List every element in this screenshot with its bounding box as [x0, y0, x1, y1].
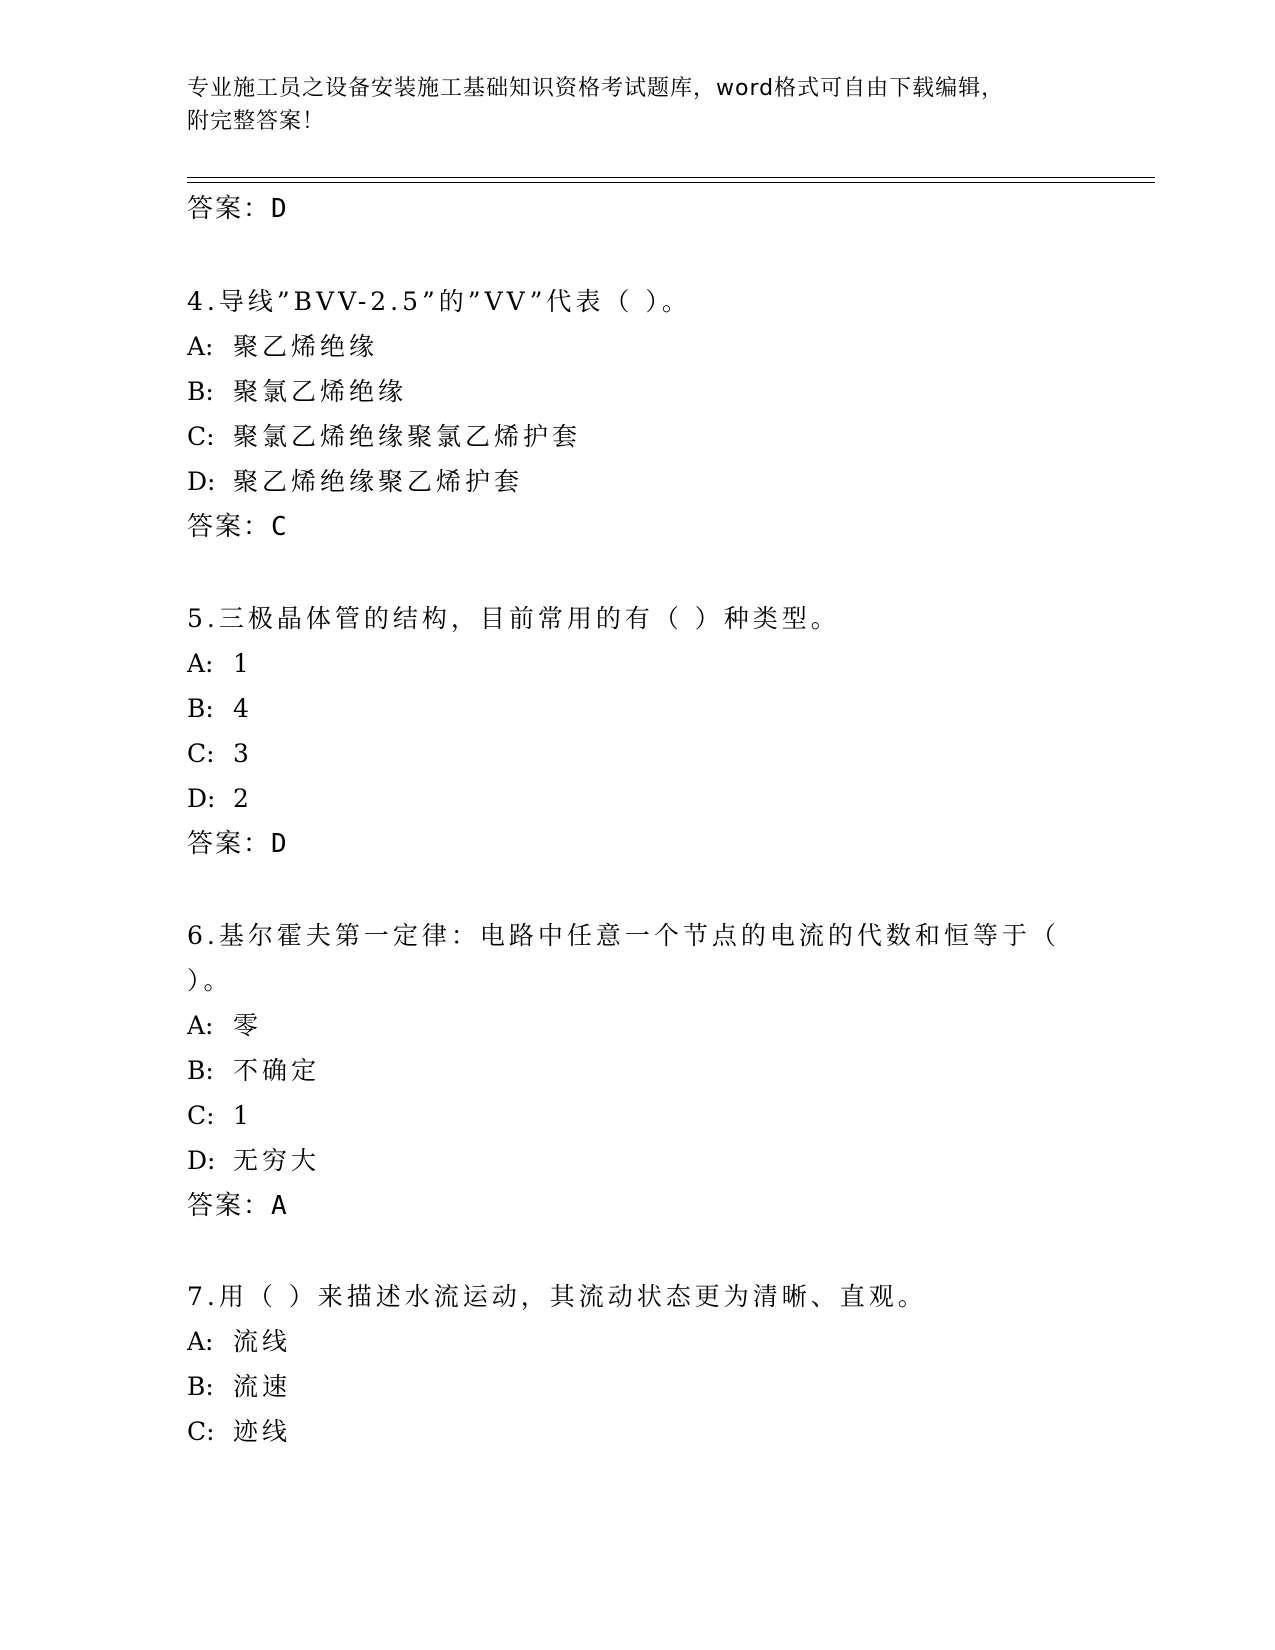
option-letter: A:	[187, 1011, 214, 1040]
option-b	[187, 693, 253, 725]
answer-line	[187, 193, 289, 225]
option-b	[187, 376, 407, 408]
option-text: 聚氯乙烯绝缘聚氯乙烯护套	[233, 422, 582, 451]
option-text: 迹线	[233, 1417, 292, 1446]
option-letter: D:	[187, 1146, 216, 1175]
answer-value: D	[271, 194, 289, 224]
question-text: 用（ ）来描述水流运动，其流动状态更为清晰、直观。	[218, 1282, 927, 1311]
option-text: 4	[233, 694, 253, 723]
option-letter: C:	[187, 1417, 215, 1446]
option-c	[187, 1416, 291, 1448]
answer-label: 答案：	[187, 829, 272, 859]
answer-value: D	[271, 829, 289, 859]
question-number: 5.	[187, 604, 219, 633]
header-rule-bottom	[187, 182, 1155, 183]
answer-label: 答案：	[187, 1191, 272, 1221]
option-c	[187, 421, 581, 453]
option-letter: B:	[187, 1056, 214, 1085]
option-letter: B:	[187, 694, 214, 723]
header-line-1: 专业施工员之设备安装施工基础知识资格考试题库，word格式可自由下载编辑，	[187, 76, 1005, 101]
option-letter: C:	[187, 422, 215, 451]
option-text: 流线	[233, 1327, 292, 1356]
question-number: 6.	[187, 921, 219, 950]
document-header	[187, 72, 1067, 138]
option-text: 2	[233, 784, 253, 813]
option-a	[187, 1326, 291, 1358]
answer-label: 答案：	[187, 194, 272, 224]
header-rule-top	[187, 177, 1155, 178]
option-letter: B:	[187, 377, 214, 406]
question-number: 4.	[187, 287, 219, 316]
option-text: 1	[233, 649, 253, 678]
option-text: 聚乙烯绝缘聚乙烯护套	[233, 467, 524, 496]
option-text: 3	[233, 739, 253, 768]
question-6-text-cont: ）。	[187, 966, 233, 995]
option-text: 聚氯乙烯绝缘	[233, 377, 408, 406]
question-5-text	[187, 603, 840, 635]
question-7-text	[187, 1281, 927, 1313]
option-a	[187, 648, 253, 680]
question-6-text	[187, 920, 1060, 952]
option-letter: A:	[187, 332, 214, 361]
option-c	[187, 738, 253, 770]
answer-line	[187, 511, 289, 543]
option-b	[187, 1055, 320, 1087]
question-text: 导线”BVV-2.5”的”VV”代表（ ）。	[218, 287, 691, 316]
option-text: 零	[233, 1011, 263, 1040]
option-a	[187, 331, 378, 363]
question-text: 三极晶体管的结构，目前常用的有（ ）种类型。	[218, 604, 840, 633]
option-d	[187, 1145, 320, 1177]
option-letter: C:	[187, 739, 215, 768]
option-b	[187, 1371, 291, 1403]
option-letter: A:	[187, 1327, 214, 1356]
answer-value: C	[271, 512, 289, 542]
option-letter: A:	[187, 649, 214, 678]
option-d	[187, 783, 253, 815]
option-letter: C:	[187, 1101, 215, 1130]
option-text: 1	[233, 1101, 253, 1130]
option-letter: D:	[187, 467, 216, 496]
answer-line	[187, 1190, 289, 1222]
option-text: 聚乙烯绝缘	[233, 332, 379, 361]
option-text: 不确定	[233, 1056, 321, 1085]
question-text: 基尔霍夫第一定律：电路中任意一个节点的电流的代数和恒等于（	[218, 921, 1060, 950]
option-d	[187, 466, 523, 498]
option-text: 无穷大	[233, 1146, 321, 1175]
option-text: 流速	[233, 1372, 292, 1401]
option-letter: D:	[187, 784, 216, 813]
option-a	[187, 1010, 262, 1042]
answer-value: A	[271, 1191, 289, 1221]
question-4-text	[187, 286, 691, 318]
answer-line	[187, 828, 289, 860]
question-number: 7.	[187, 1282, 219, 1311]
header-line-2: 附完整答案！	[187, 109, 326, 134]
answer-label: 答案：	[187, 512, 272, 542]
option-letter: B:	[187, 1372, 214, 1401]
option-c	[187, 1100, 253, 1132]
